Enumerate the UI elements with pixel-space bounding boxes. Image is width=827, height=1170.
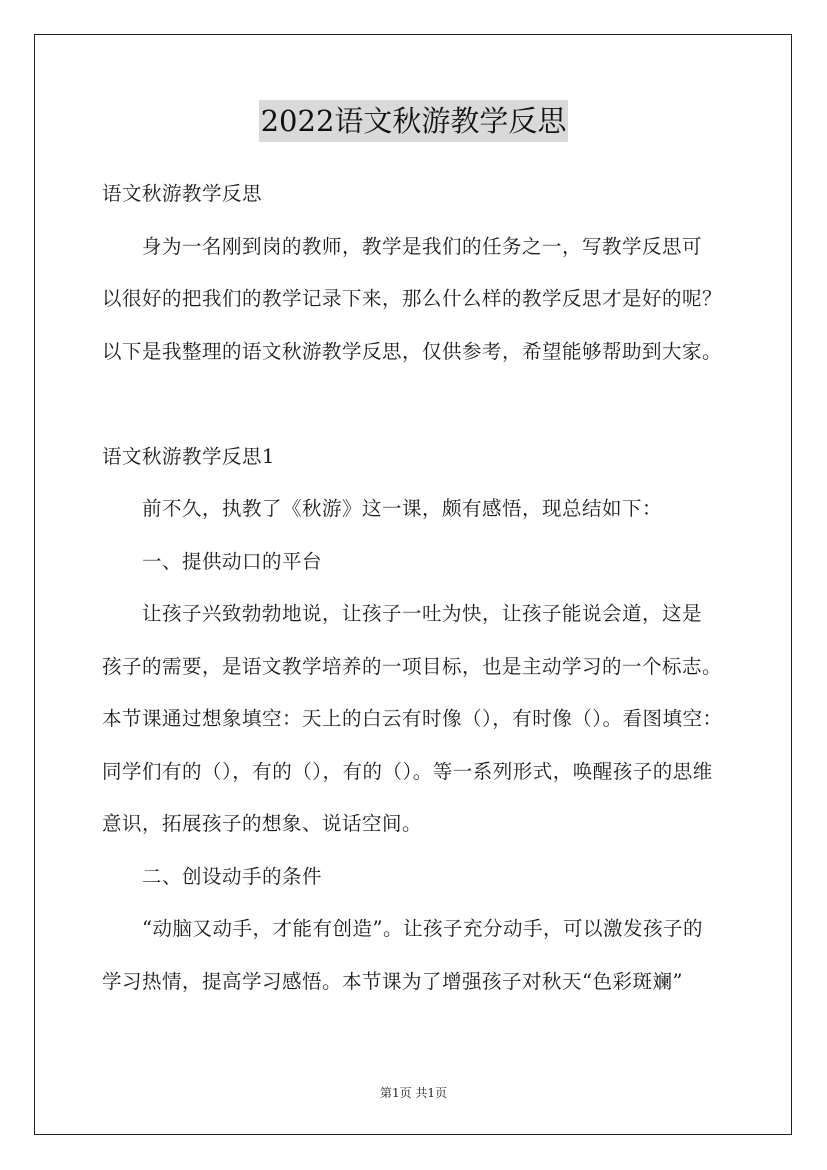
blank-line <box>102 378 742 431</box>
title-container <box>0 100 827 142</box>
section-heading: 语文秋游教学反思1 <box>102 444 275 468</box>
section-lead: 前不久，执教了《秋游》这一课，颇有感悟，现总结如下： <box>142 497 663 520</box>
point1-paragraph <box>102 588 742 851</box>
intro-line: 以下是我整理的语文秋游教学反思，仅供参考，希望能够帮助到大家。 <box>102 339 723 363</box>
point1-line: 孩子的需要，是语文教学培养的一项目标，也是主动学习的一个标志。 <box>102 654 723 678</box>
document-body <box>102 168 742 1008</box>
point1-line: 本节课通过想象填空：天上的白云有时像（），有时像（）。看图填空： <box>102 707 723 730</box>
document-title: 2022语文秋游教学反思 <box>259 100 569 142</box>
page-footer: 第1页 共1页 <box>379 1086 448 1100</box>
point-heading: 一、提供动口的平台 <box>142 549 323 573</box>
point1-line: 同学们有的（），有的（），有的（）。等一系列形式，唤醒孩子的思维 <box>102 759 713 783</box>
intro-line: 身为一名刚到岗的教师，教学是我们的任务之一，写教学反思可 <box>142 234 703 258</box>
point2-line: 学习热情，提高学习感悟。本节课为了增强孩子对秋天“色彩斑斓” <box>102 969 683 993</box>
point2-line: “动脑又动手，才能有创造”。让孩子充分动手，可以激发孩子的 <box>142 917 703 940</box>
subtitle: 语文秋游教学反思 <box>102 182 263 205</box>
point1-line: 意识，拓展孩子的想象、说话空间。 <box>102 812 423 835</box>
point2-paragraph <box>102 903 742 1008</box>
intro-line: 以很好的把我们的教学记录下来，那么什么样的教学反思才是好的呢？ <box>102 287 723 310</box>
point1-line: 让孩子兴致勃勃地说，让孩子一吐为快，让孩子能说会道，这是 <box>142 602 703 625</box>
intro-paragraph <box>102 221 742 379</box>
point-heading: 二、创设动手的条件 <box>142 864 323 888</box>
